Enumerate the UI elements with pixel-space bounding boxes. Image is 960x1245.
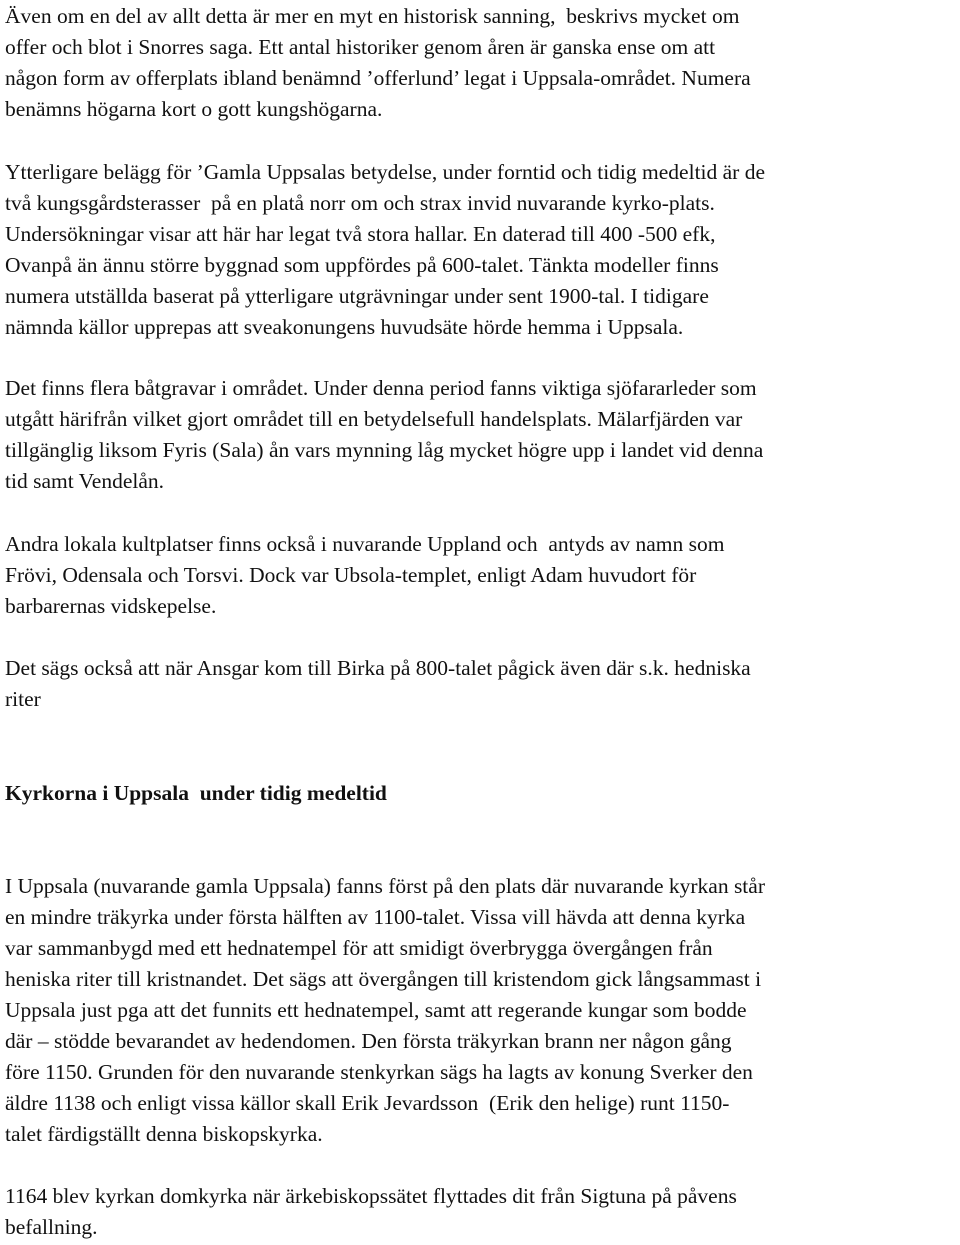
text-line: benämns högarna kort o gott kungshögarna. (5, 97, 383, 121)
text-line: offer och blot i Snorres saga. Ett antal historiker genom åren är ganska ense om att (5, 35, 716, 59)
text-line: I Uppsala (nuvarande gamla Uppsala) fanns först på den plats där nuvarande kyrkan står (5, 874, 765, 898)
section-heading (5, 778, 387, 809)
text-line: tid samt Vendelån. (5, 469, 165, 493)
text-line: Undersökningar visar att här har legat två stora hallar. En daterad till 400 -500 efk, (5, 222, 716, 246)
text-line: Andra lokala kultplatser finns också i nuvarande Uppland och antyds av namn som (5, 532, 725, 556)
text-line: tillgänglig liksom Fyris (Sala) ån vars mynning låg mycket högre upp i landet vid denna (5, 438, 764, 462)
text-line: 1164 blev kyrkan domkyrka när ärkebiskopssätet flyttades dit från Sigtuna på påvens (5, 1184, 737, 1208)
text-line: Även om en del av allt detta är mer en myt en historisk sanning, beskrivs mycket om (5, 4, 740, 28)
text-line: var sammanbygd med ett hednatempel för att smidigt överbrygga övergången från (5, 936, 713, 960)
paragraph (5, 653, 751, 715)
text-line: en mindre träkyrka under första hälften av 1100-talet. Vissa vill hävda att denna kyrka (5, 905, 746, 929)
paragraph (5, 157, 765, 343)
text-line: någon form av offerplats ibland benämnd ’offerlund’ legat i Uppsala-området. Numera (5, 66, 751, 90)
text-line: före 1150. Grunden för den nuvarande stenkyrkan sägs ha lagts av konung Sverker den (5, 1060, 753, 1084)
section-heading-text: Kyrkorna i Uppsala under tidig medeltid (5, 781, 387, 805)
paragraph (5, 529, 724, 622)
paragraph (5, 871, 765, 1150)
text-line: Frövi, Odensala och Torsvi. Dock var Ubsola-templet, enligt Adam huvudort för (5, 563, 697, 587)
paragraph (5, 1181, 737, 1243)
paragraph (5, 1, 751, 125)
text-line: riter (5, 687, 41, 711)
text-line: Ovanpå än ännu större byggnad som uppfördes på 600-talet. Tänkta modeller finns (5, 253, 719, 277)
text-line: två kungsgårdsterasser på en platå norr om och strax invid nuvarande kyrko-plats. (5, 191, 715, 215)
paragraph (5, 373, 763, 497)
text-line: befallning. (5, 1215, 98, 1239)
text-line: Det sägs också att när Ansgar kom till Birka på 800-talet pågick även där s.k. hedniska (5, 656, 751, 680)
text-line: barbarernas vidskepelse. (5, 594, 217, 618)
text-line: Det finns flera båtgravar i området. Under denna period fanns viktiga sjöfararleder som (5, 376, 757, 400)
text-line: utgått härifrån vilket gjort området till en betydelsefull handelsplats. Mälarfjärden var (5, 407, 743, 431)
text-line: Uppsala just pga att det funnits ett hednatempel, samt att regerande kungar som bodde (5, 998, 747, 1022)
text-line: där – stödde bevarandet av hedendomen. Den första träkyrkan brann ner någon gång (5, 1029, 732, 1053)
text-line: talet färdigställt denna biskopskyrka. (5, 1122, 323, 1146)
text-line: numera utställda baserat på ytterligare utgrävningar under sent 1900-tal. I tidigare (5, 284, 709, 308)
text-line: nämnda källor upprepas att sveakonungens huvudsäte hörde hemma i Uppsala. (5, 315, 684, 339)
text-line: Ytterligare belägg för ’Gamla Uppsalas betydelse, under forntid och tidig medeltid är de (5, 160, 766, 184)
text-line: heniska riter till kristnandet. Det sägs att övergången till kristendom gick långsammast i (5, 967, 762, 991)
text-line: äldre 1138 och enligt vissa källor skall Erik Jevardsson (Erik den helige) runt 1150- (5, 1091, 730, 1115)
